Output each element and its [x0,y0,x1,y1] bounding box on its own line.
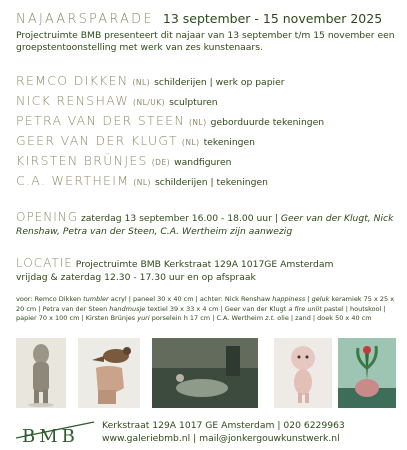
artist-name: KIRSTEN BRÜNJES [16,153,148,168]
image-credits [16,295,400,324]
artist-country: (NL) [189,118,207,127]
artist-row [16,110,398,130]
artwork-photo-interior [152,338,258,408]
bmb-logo [14,416,96,446]
credit-text: voor: Remco Dikken [16,295,84,303]
artwork-photo-porcelain [274,338,332,408]
location-address: Projectruimte BMB Kerkstraat 129A 1017GE Amsterdam [75,259,334,270]
credit-title: tumbler [83,295,109,303]
credit-text: olie | zand | doek 50 x 40 cm [275,314,372,323]
artist-country: (NL) [132,78,151,87]
credit-title: yuri [137,314,150,323]
artist-name: GEER VAN DER KLUGT [16,133,178,148]
contact-web[interactable]: www.galeriebmb.nl | mail@jonkergouwkunstwerk.nl [102,432,340,444]
location-label: LOCATIE [16,256,73,270]
contact-address: Kerkstraat 129A 1017 GE Amsterdam | 020 6229963 [102,420,345,431]
artist-name: PETRA VAN DER STEEN [16,113,185,128]
artist-work: schilderijen | werk op papier [154,77,285,88]
artist-row [16,70,398,90]
opening-when: zaterdag 13 september 16.00 - 18.00 uur [80,213,272,224]
exhibition-dates: 13 september - 15 november 2025 [162,11,383,26]
artist-country: (DE) [151,158,171,167]
artist-work: tekeningen [203,137,255,148]
credit-text: acryl | paneel 30 x 40 cm | achter: Nick Renshaw [108,295,273,303]
credit-title: happiness | geluk [272,295,330,303]
credit-text: porselein h 17 cm | C.A. Wertheim [149,314,266,323]
location-hours: vrijdag & zaterdag 12.30 - 17.30 uur en op afspraak [16,272,256,283]
intro-text: Projectruimte BMB presenteert dit najaar van 13 september t/m 15 november een groepstentoonstelling met werk van zes kunstenaars. [16,30,395,53]
artist-work: wandfiguren [174,157,232,168]
credit-text: keramiek 75 x 25 x 20 cm | Petra van der Steen [16,295,395,313]
credit-title: a fire unlit [288,304,322,313]
exhibition-title: NAJAARSPARADE [16,12,154,27]
logo-text: BMB [22,426,79,446]
artist-name: REMCO DIKKEN [16,73,129,88]
artist-country: (NL) [181,138,200,147]
artwork-photo-sculpture [16,338,66,408]
footer [0,412,407,450]
artist-name: NICK RENSHAW [16,93,130,108]
artist-row [16,170,398,190]
opening-info [16,211,398,238]
artist-row [16,150,398,170]
artist-work: geborduurde tekeningen [210,117,325,128]
artist-row [16,90,398,110]
artwork-photo-plant [338,338,396,408]
artwork-photo-hand-bird [78,338,140,408]
artist-row [16,130,398,150]
opening-attendees: Geer van der Klugt, Nick Renshaw, Petra van der Steen, C.A. Wertheim zijn aanwezig [16,213,394,237]
credit-title: handmusje [109,304,146,313]
artist-work: sculpturen [169,97,218,108]
credit-text: pastel | houtskool | papier 70 x 100 cm | Kirsten Brünjes [16,304,386,323]
artist-list [16,70,398,190]
artist-country: (NL) [133,178,151,187]
title-row [16,8,396,27]
credit-text: textiel 39 x 33 x 4 cm | Geer van der Klugt [145,304,289,313]
artist-country: (NL/UK) [133,98,166,107]
artwork-photos [16,338,396,408]
contact-info [102,420,345,445]
opening-separator: | [271,213,281,224]
artist-work: schilderijen | tekeningen [154,177,268,188]
credit-title: z.t. [265,314,276,323]
opening-label: OPENING [16,210,79,224]
artist-name: C.A. WERTHEIM [16,173,130,188]
location-info [16,257,398,284]
